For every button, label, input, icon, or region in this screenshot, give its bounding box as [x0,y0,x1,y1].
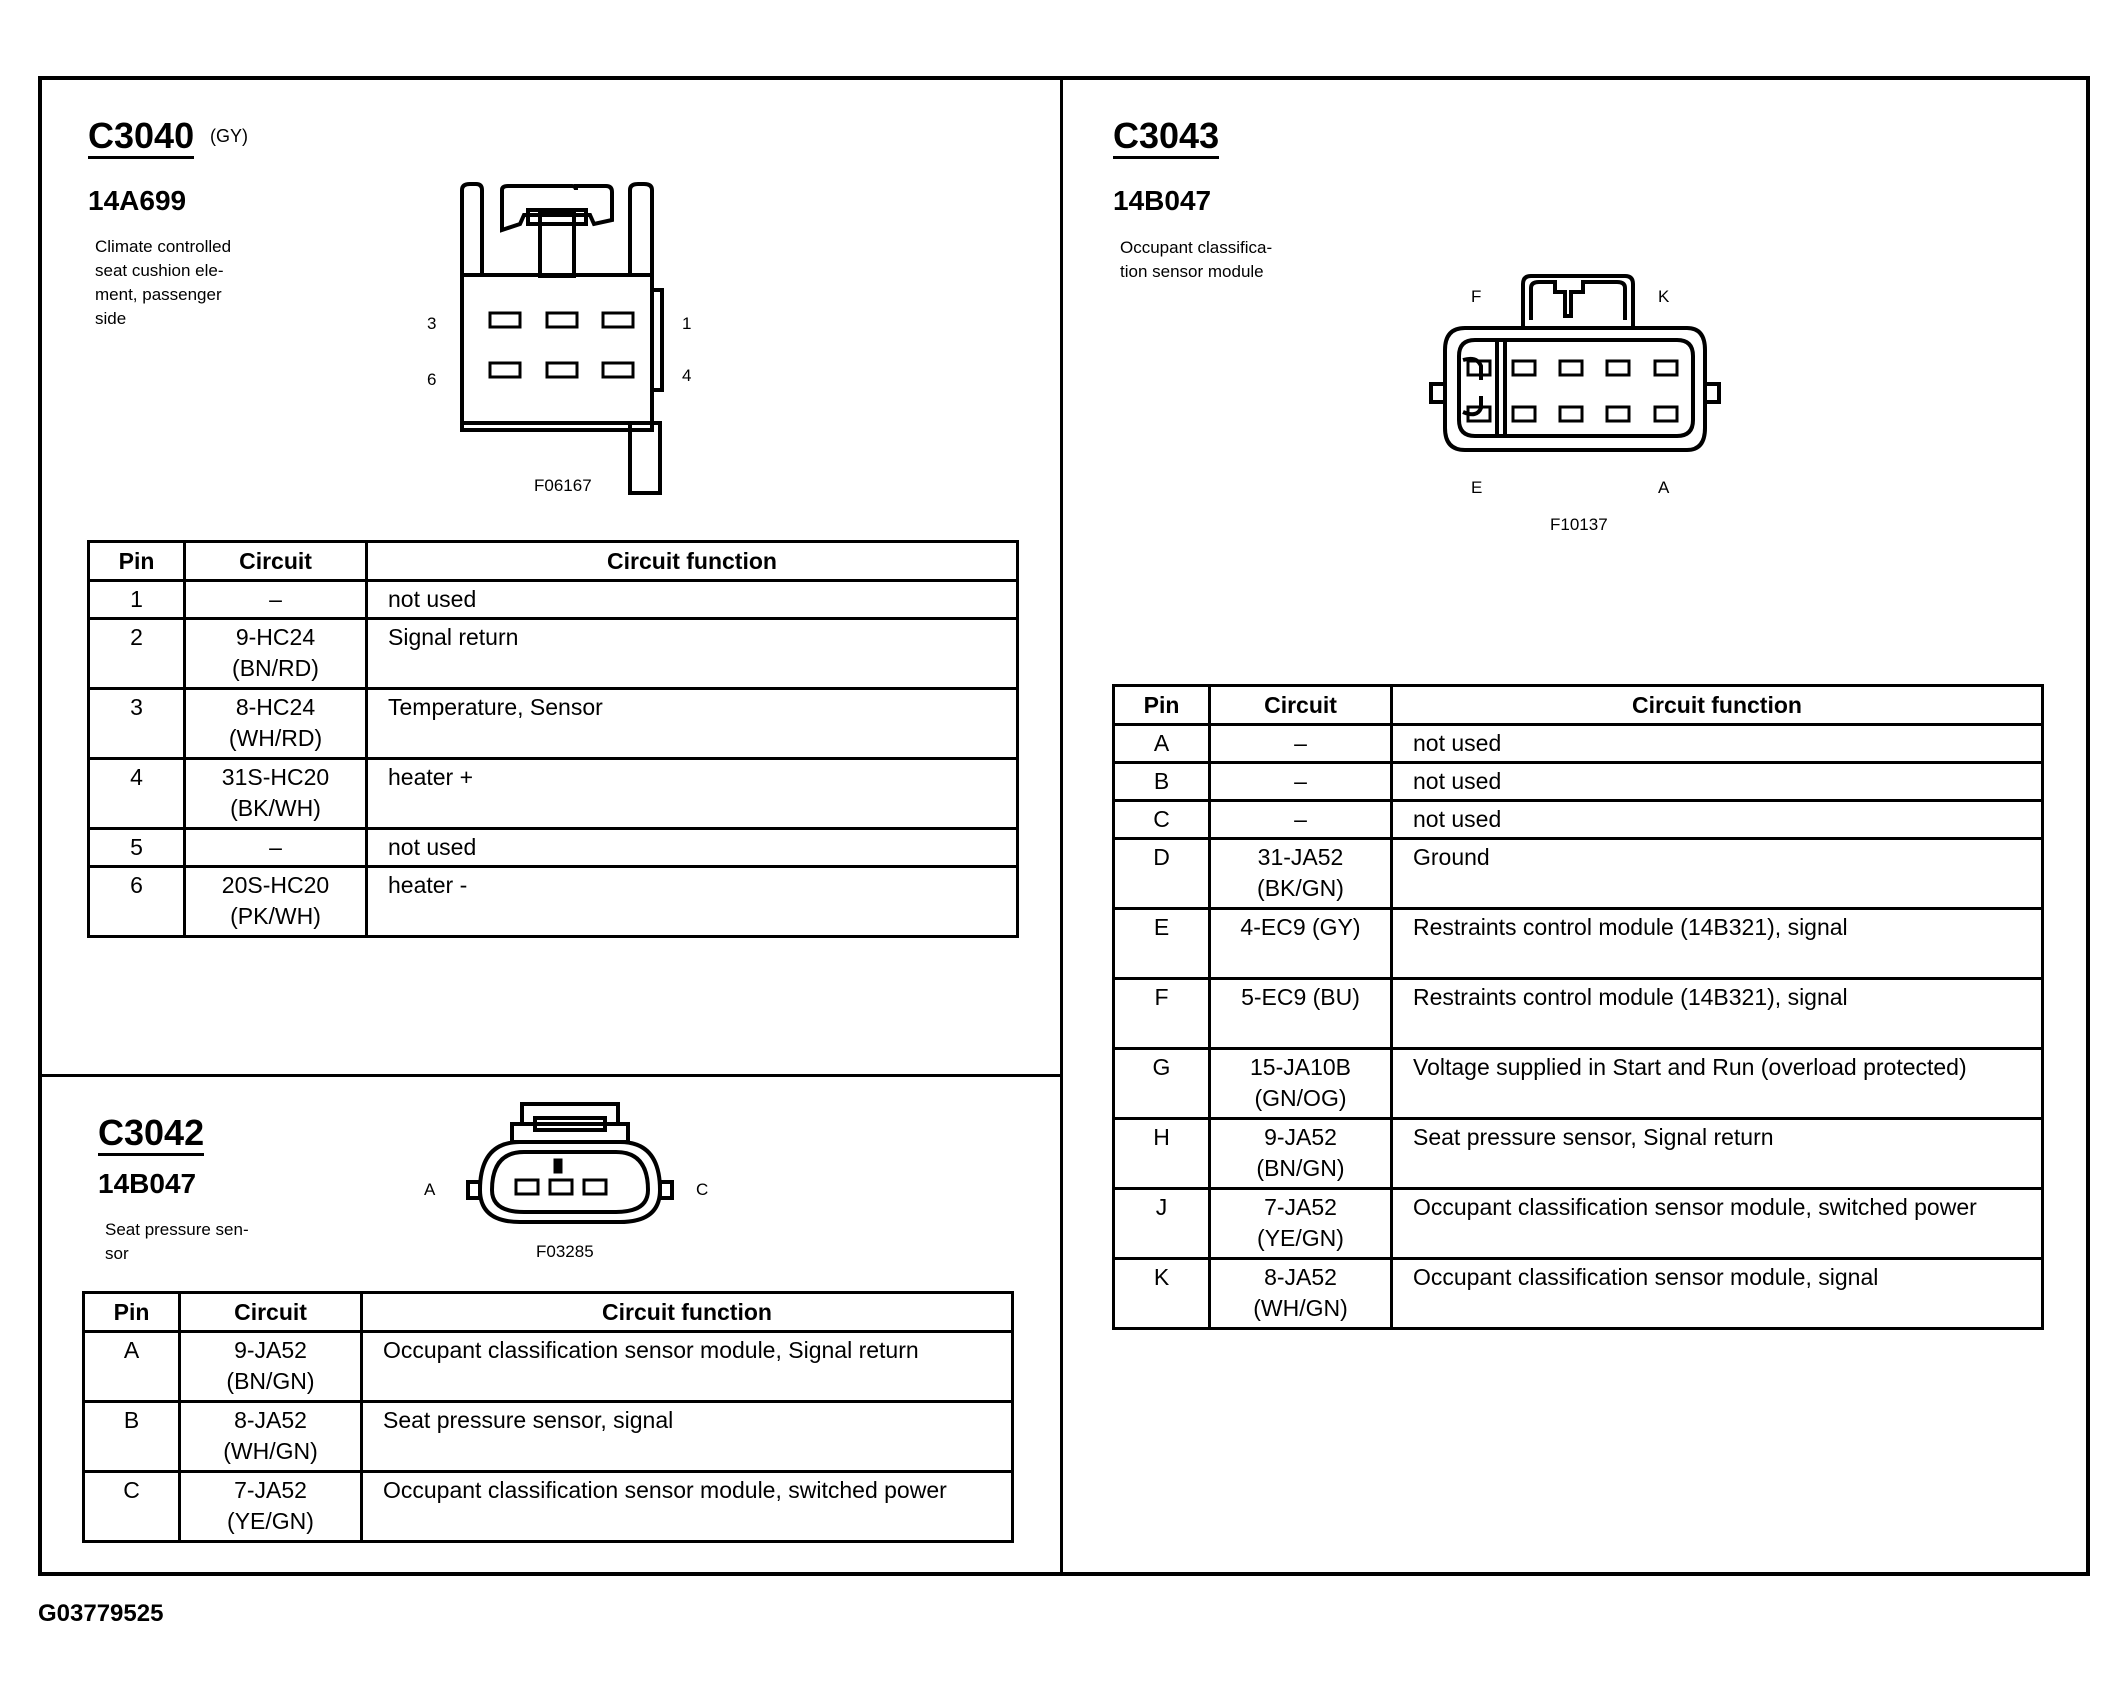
pin-cell: K [1114,1259,1210,1329]
pin-cell: 6 [89,867,185,937]
pin-cell: C [84,1472,180,1542]
connector-description-c3042: Seat pressure sen- sor [105,1220,249,1263]
table-row [1114,979,2043,1049]
panel-divider-horizontal [38,1074,1062,1077]
header-pin: Pin [89,542,185,581]
header-pin: Pin [84,1293,180,1332]
header-circuit-function: Circuit function [367,542,1018,581]
connector-color-c3040: (GY) [210,126,248,146]
pin-cell: B [84,1402,180,1472]
figure-code-c3043: F10137 [1550,515,1608,534]
pin-cavity-b [550,1180,572,1194]
function-cell: not used [367,581,1018,619]
circuit-cell: 9-JA52 (BN/GN) [180,1332,362,1402]
circuit-cell: 7-JA52 (YE/GN) [180,1472,362,1542]
function-cell: heater + [367,759,1018,829]
function-cell: Occupant classification sensor module, signal [1392,1259,2043,1329]
function-cell: Seat pressure sensor, Signal return [1392,1119,2043,1189]
pin-cavity-j [1607,361,1629,375]
function-cell: heater - [367,867,1018,937]
circuit-cell: 31-JA52 (BK/GN) [1210,839,1392,909]
header-circuit: Circuit [180,1293,362,1332]
function-cell: not used [1392,763,2043,801]
pin-cavity-k [1655,361,1677,375]
pin-cavity-g [1513,361,1535,375]
function-cell: Restraints control module (14B321), signal [1392,979,2043,1049]
circuit-cell: – [185,829,367,867]
pin-cell: F [1114,979,1210,1049]
pin-cell: A [1114,725,1210,763]
function-cell: Occupant classification sensor module, Signal return [362,1332,1013,1402]
figure-reference-code: G03779525 [38,1600,164,1627]
header-pin: Pin [1114,686,1210,725]
pin-cell: 3 [89,689,185,759]
panel-divider-vertical [1060,76,1063,1576]
pin-cavity-3 [490,313,520,327]
table-row [84,1472,1013,1542]
connector-description-c3040: Climate controlled seat cushion ele- ment, passenger side [95,237,232,328]
pin-cavity-c [1560,407,1582,421]
part-number-c3040: 14A699 [88,185,187,216]
connector-face-c3042 [450,1100,690,1235]
function-cell: Ground [1392,839,2043,909]
circuit-cell: – [1210,801,1392,839]
pin-cavity-d [1513,407,1535,421]
pin-label-1: 1 [682,314,692,333]
circuit-cell: 31S-HC20 (BK/WH) [185,759,367,829]
circuit-cell: 5-EC9 (BU) [1210,979,1392,1049]
pin-label-a: A [424,1180,436,1199]
connector-face-c3040 [440,180,690,480]
circuit-cell: 20S-HC20 (PK/WH) [185,867,367,937]
header-circuit-function: Circuit function [1392,686,2043,725]
connector-id-c3043: C3043 [1113,118,1219,159]
circuit-cell: 9-HC24 (BN/RD) [185,619,367,689]
figure-code-c3042: F03285 [536,1242,594,1261]
pin-cavity-a [1655,407,1677,421]
circuit-cell: 8-JA52 (WH/GN) [180,1402,362,1472]
function-cell: Seat pressure sensor, signal [362,1402,1013,1472]
pin-cavity-a [516,1180,538,1194]
connector-id-c3040: C3040 [88,118,194,159]
function-cell: Temperature, Sensor [367,689,1018,759]
pin-label-3: 3 [427,314,437,333]
pin-cavity-5 [547,363,577,377]
pin-label-e: E [1471,478,1483,497]
table-row [1114,1049,2043,1119]
table-row [89,759,1018,829]
function-cell: not used [1392,725,2043,763]
pin-label-4: 4 [682,366,692,385]
pin-table-c3043 [1112,684,2044,1330]
header-circuit: Circuit [185,542,367,581]
circuit-cell: – [185,581,367,619]
circuit-cell: 8-HC24 (WH/RD) [185,689,367,759]
table-row [84,1402,1013,1472]
connector-face-c3043 [1405,270,1745,470]
pin-cavity-1 [603,313,633,327]
pin-cell: J [1114,1189,1210,1259]
pin-cavity-h [1560,361,1582,375]
pin-cavity-b [1607,407,1629,421]
pin-label-c: C [696,1180,709,1199]
function-cell: Restraints control module (14B321), signal [1392,909,2043,979]
circuit-cell: 15-JA10B (GN/OG) [1210,1049,1392,1119]
pin-table-c3042 [82,1291,1014,1543]
table-row [1114,1189,2043,1259]
function-cell: Occupant classification sensor module, switched power [1392,1189,2043,1259]
pin-cell: E [1114,909,1210,979]
table-row [1114,909,2043,979]
header-circuit: Circuit [1210,686,1392,725]
table-row [1114,1259,2043,1329]
table-row [1114,1119,2043,1189]
circuit-cell: – [1210,763,1392,801]
function-cell: Signal return [367,619,1018,689]
pin-label-k: K [1658,287,1670,306]
connector-id-c3042: C3042 [98,1115,204,1156]
table-row [89,581,1018,619]
circuit-cell: 4-EC9 (GY) [1210,909,1392,979]
pin-cell: A [84,1332,180,1402]
table-row [84,1332,1013,1402]
pin-cell: D [1114,839,1210,909]
circuit-cell: 8-JA52 (WH/GN) [1210,1259,1392,1329]
connector-description-c3043: Occupant classifica- tion sensor module [1120,238,1273,281]
circuit-cell: 9-JA52 (BN/GN) [1210,1119,1392,1189]
pin-cell: G [1114,1049,1210,1119]
pin-cavity-c [584,1180,606,1194]
pin-cell: 5 [89,829,185,867]
circuit-cell: – [1210,725,1392,763]
figure-code-c3040: F06167 [534,476,592,495]
pin-label-a: A [1658,478,1670,497]
pin-cell: H [1114,1119,1210,1189]
table-row [89,619,1018,689]
table-row [1114,801,2043,839]
pin-cavity-4 [603,363,633,377]
pin-cavity-6 [490,363,520,377]
function-cell: Occupant classification sensor module, switched power [362,1472,1013,1542]
pin-cavity-2 [547,313,577,327]
pin-cell: 2 [89,619,185,689]
table-row [1114,763,2043,801]
table-row [1114,725,2043,763]
function-cell: Voltage supplied in Start and Run (overload protected) [1392,1049,2043,1119]
header-circuit-function: Circuit function [362,1293,1013,1332]
function-cell: not used [1392,801,2043,839]
pin-label-6: 6 [427,370,437,389]
pin-label-f: F [1471,287,1482,306]
table-row [89,867,1018,937]
table-row [1114,839,2043,909]
pin-cell: C [1114,801,1210,839]
part-number-c3043: 14B047 [1113,185,1212,216]
circuit-cell: 7-JA52 (YE/GN) [1210,1189,1392,1259]
pin-table-c3040 [87,540,1019,938]
pin-cell: B [1114,763,1210,801]
table-row [89,689,1018,759]
function-cell: not used [367,829,1018,867]
pin-cell: 4 [89,759,185,829]
part-number-c3042: 14B047 [98,1168,197,1199]
table-row [89,829,1018,867]
pin-cell: 1 [89,581,185,619]
